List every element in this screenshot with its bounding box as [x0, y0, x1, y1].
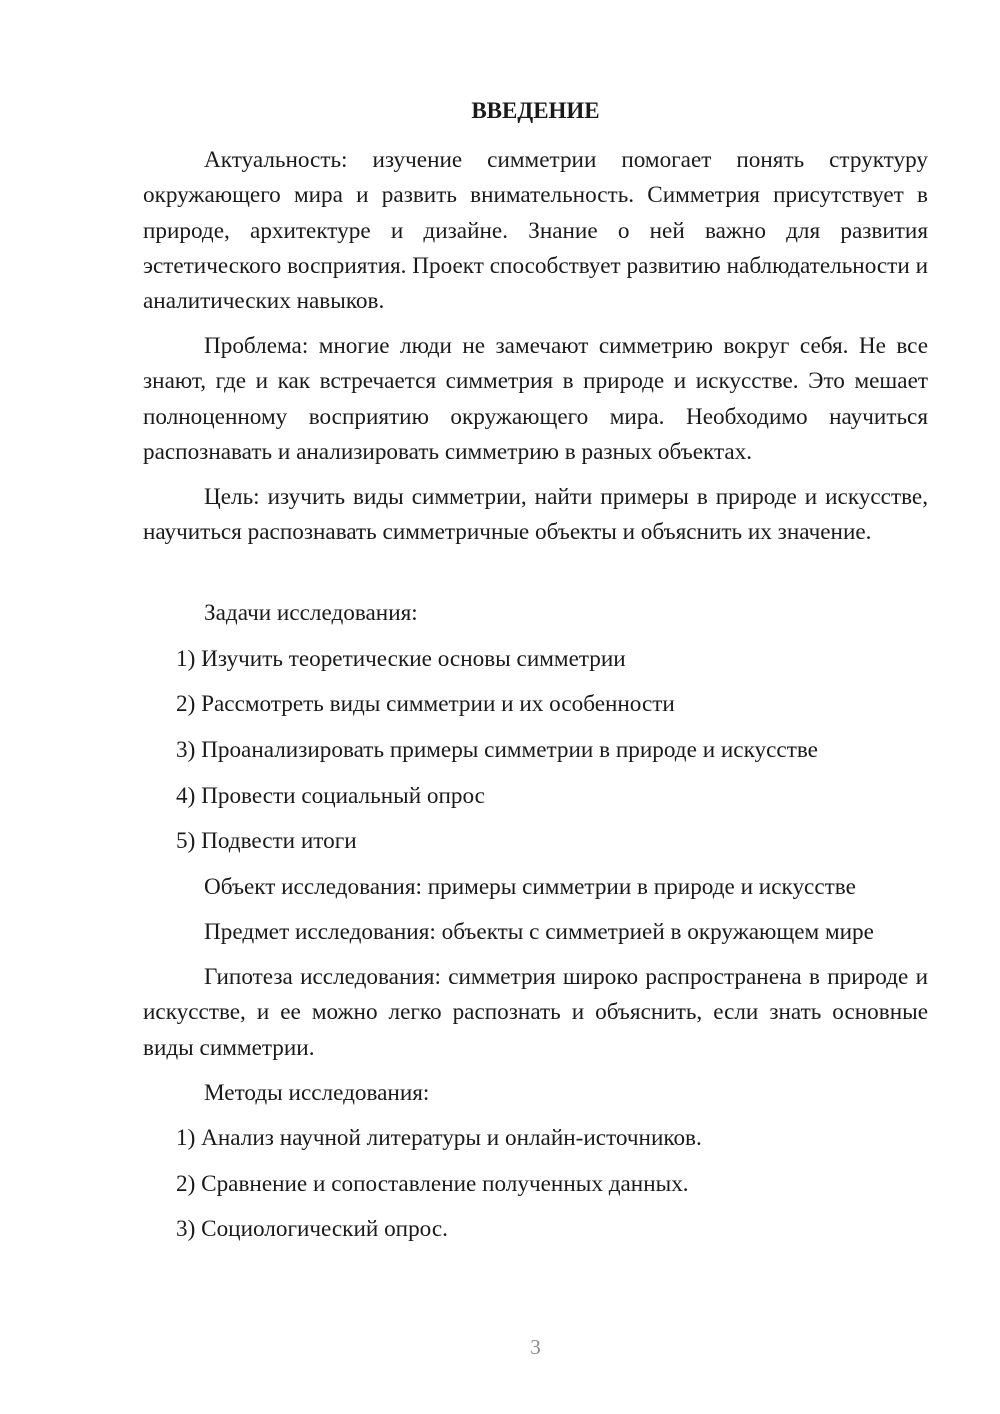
- tasks-heading: Задачи исследования:: [204, 600, 418, 626]
- task-item: 3) Проанализировать примеры симметрии в природе и искусстве: [176, 737, 818, 763]
- task-item: 4) Провести социальный опрос: [176, 783, 485, 809]
- method-item: 1) Анализ научной литературы и онлайн-источников.: [176, 1125, 702, 1151]
- goal-paragraph: Цель: изучить виды симметрии, найти примеры в природе и искусстве, научиться распознавать симметричные объекты и объяснить их значение.: [143, 484, 928, 546]
- relevance-paragraph: Актуальность: изучение симметрии помогает понять структуру окружающего мира и развить внимательность. Симметрия присутствует в природе, архитектуре и дизайне. Знание о ней важно для развития эстетического восприятия. Проект способствует развитию наблюдательности и аналитических навыков.: [143, 147, 928, 315]
- task-item: 2) Рассмотреть виды симметрии и их особенности: [176, 691, 675, 717]
- hypothesis-paragraph: Гипотеза исследования: симметрия широко распространена в природе и искусстве, и ее можно легко распознать и объяснить, если знать основные виды симметрии.: [143, 964, 928, 1061]
- problem-paragraph: Проблема: многие люди не замечают симметрию вокруг себя. Не все знают, где и как встречается симметрия в природе и искусстве. Это мешает полноценному восприятию окружающего мира. Необходимо научиться распознавать и анализировать симметрию в разных объектах.: [143, 333, 928, 465]
- document-page: [143, 0, 928, 1414]
- page-number: 3: [530, 1335, 541, 1359]
- method-item: 3) Социологический опрос.: [176, 1216, 448, 1242]
- task-item: 1) Изучить теоретические основы симметрии: [176, 646, 626, 672]
- methods-heading: Методы исследования:: [204, 1080, 430, 1106]
- page-title: ВВЕДЕНИЕ: [471, 98, 600, 123]
- task-item: 5) Подвести итоги: [176, 828, 357, 854]
- research-subject: Предмет исследования: объекты с симметрией в окружающем мире: [204, 919, 874, 945]
- method-item: 2) Сравнение и сопоставление полученных данных.: [176, 1171, 689, 1197]
- research-object: Объект исследования: примеры симметрии в природе и искусстве: [204, 874, 856, 900]
